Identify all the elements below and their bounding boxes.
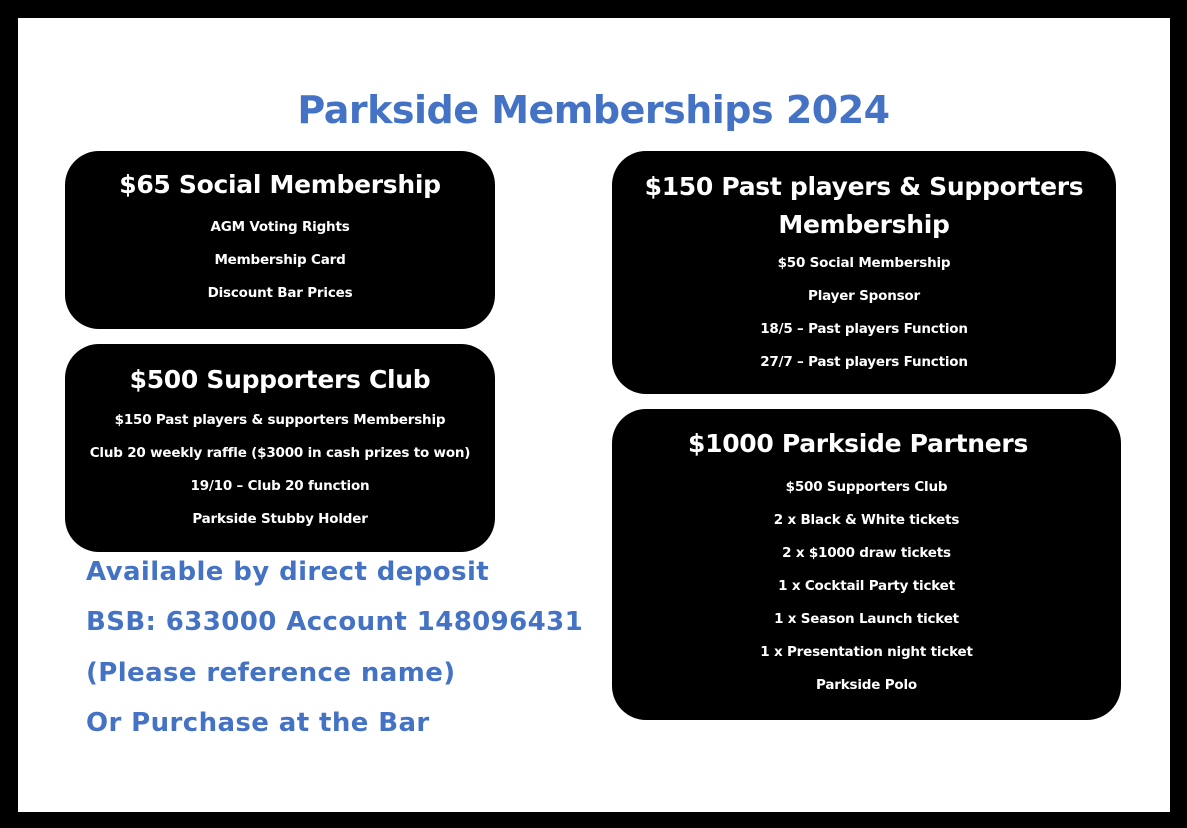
past-players-membership-card	[612, 151, 1116, 394]
title-line: Membership	[778, 210, 950, 239]
benefit-item: Club 20 weekly raffle ($3000 in cash prizes to won)	[89, 445, 471, 461]
benefit-item: 19/10 – Club 20 function	[190, 478, 370, 494]
reference-instruction: (Please reference name)	[86, 658, 456, 688]
benefit-item: Membership Card	[214, 252, 346, 268]
benefit-item: $150 Past players & supporters Membership	[114, 412, 446, 428]
parkside-partners-card	[612, 409, 1121, 720]
benefit-item: 18/5 – Past players Function	[760, 321, 968, 337]
payment-method-text: Available by direct deposit	[86, 557, 490, 587]
social-membership-card	[65, 151, 495, 329]
benefit-item: 1 x Presentation night ticket	[760, 644, 973, 660]
benefit-item: Player Sponsor	[808, 288, 920, 304]
benefit-item: $50 Social Membership	[777, 255, 951, 271]
benefit-item: 27/7 – Past players Function	[760, 354, 968, 370]
parkside-partners-benefits	[612, 471, 1121, 702]
benefit-item: 2 x $1000 draw tickets	[782, 545, 951, 561]
title-line: $150 Past players & Supporters	[644, 172, 1084, 201]
supporters-club-card	[65, 344, 495, 552]
benefit-item: 1 x Season Launch ticket	[774, 611, 959, 627]
supporters-club-title: $500 Supporters Club	[129, 365, 431, 394]
benefit-item: Discount Bar Prices	[207, 285, 353, 301]
past-players-membership-title	[612, 168, 1116, 244]
bank-account-details: BSB: 633000 Account 148096431	[86, 607, 584, 637]
benefit-item: AGM Voting Rights	[210, 219, 350, 235]
benefit-item: 1 x Cocktail Party ticket	[778, 578, 955, 594]
bar-purchase-text: Or Purchase at the Bar	[86, 708, 430, 738]
supporters-club-benefits	[65, 404, 495, 536]
benefit-item: Parkside Polo	[816, 677, 917, 693]
social-membership-benefits	[65, 211, 495, 310]
past-players-benefits	[612, 247, 1116, 379]
parkside-partners-title: $1000 Parkside Partners	[688, 429, 1029, 458]
benefit-item: 2 x Black & White tickets	[773, 512, 960, 528]
benefit-item: $500 Supporters Club	[785, 479, 948, 495]
benefit-item: Parkside Stubby Holder	[192, 511, 368, 527]
page-title: Parkside Memberships 2024	[297, 88, 890, 132]
social-membership-title: $65 Social Membership	[119, 170, 441, 199]
